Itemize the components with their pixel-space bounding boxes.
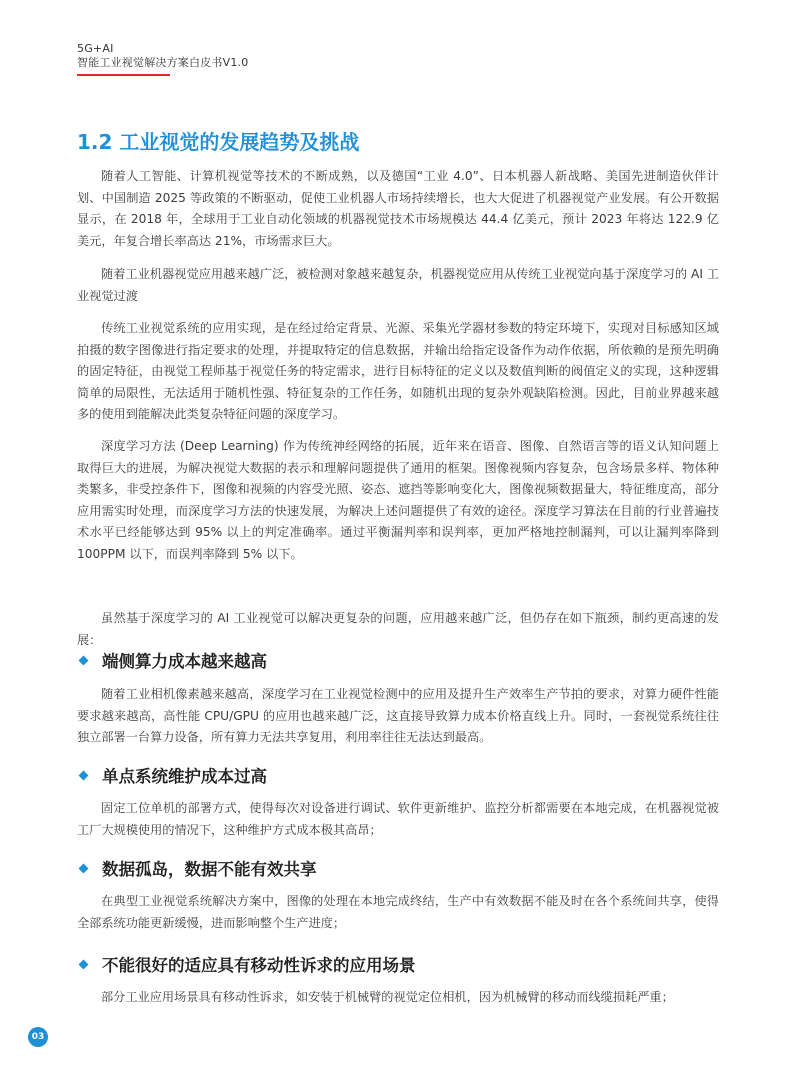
challenge-heading-text: 数据孤岛，数据不能有效共享 — [102, 860, 317, 879]
paragraph-bottlenecks-intro: 虽然基于深度学习的 AI 工业视觉可以解决更复杂的问题，应用越来越广泛，但仍存在如下瓶颈，制约更高速的发展： — [77, 611, 719, 647]
header-brand: 5G+AI — [77, 42, 114, 55]
challenge-heading-maintenance-cost — [77, 766, 267, 788]
challenge-heading-text: 单点系统维护成本过高 — [102, 767, 267, 786]
challenge-heading-text: 不能很好的适应具有移动性诉求的应用场景 — [102, 956, 416, 975]
challenge-heading-compute-cost — [77, 651, 267, 673]
section-title: 1.2 工业视觉的发展趋势及挑战 — [77, 130, 360, 154]
challenge-text-data-silo: 在典型工业视觉系统解决方案中，图像的处理在本地完成终结，生产中有效数据不能及时在各个系统间共享，使得全部系统功能更新缓慢，进而影响整个生产进度； — [77, 894, 719, 930]
challenge-heading-data-silo — [77, 859, 317, 881]
challenge-heading-text: 端侧算力成本越来越高 — [102, 652, 267, 671]
paragraph-deep-learning: 深度学习方法 (Deep Learning) 作为传统神经网络的拓展，近年来在语音、图像、自然语言等的语义认知问题上取得巨大的进展，为解决视觉大数据的表示和理解问题提供了通用的框架。图像视频内容复杂，包含场景多样、物体种类繁多，非受控条件下，图像和视频的内容受光照、姿态、遮挡等影响变化大，图像视频数据量大，特征维度高，部分应用需实时处理，而深度学习方法的快速发展，为解决上述问题提供了有效的途径。深度学习算法在目前的行业普遍技术水平已经能够达到 95% 以上的判定准确率。通过平衡漏判率和误判率，更加严格地控制漏判，可以让漏判率降到 100PPM 以下，而误判率降到 5% 以下。 — [77, 439, 719, 561]
diamond-bullet-icon — [79, 771, 89, 781]
challenge-text-compute-cost: 随着工业相机像素越来越高，深度学习在工业视觉检测中的应用及提升生产效率生产节拍的要求，对算力硬件性能要求越来越高，高性能 CPU/GPU 的应用也越来越广泛，这直接导致算力成本价格直线上升。同时，一套视觉系统往往独立部署一台算力设备，所有算力无法共享复用，利用率往往无法达到最高。 — [77, 687, 719, 745]
page-number-badge: 03 — [28, 1027, 48, 1047]
paragraph-traditional-vision: 传统工业视觉系统的应用实现，是在经过给定背景、光源、采集光学器材参数的特定环境下，实现对目标感知区域拍摄的数字图像进行指定要求的处理，并提取特定的信息数据，并输出给指定设备作为动作依据，所依赖的是预先明确的固定特征，由视觉工程师基于视觉任务的特定需求，进行目标特征的定义以及数值判断的阀值定义的实现，这种逻辑简单的局限性，无法适用于随机性强、特征复杂的工作任务，如随机出现的复杂外观缺陷检测。因此，目前业界越来越多的使用到能解决此类复杂特征问题的深度学习。 — [77, 321, 719, 422]
header-red-rule — [77, 74, 170, 76]
challenge-text-maintenance-cost: 固定工位单机的部署方式，使得每次对设备进行调试、软件更新维护、监控分析都需要在本地完成，在机器视觉被工厂大规模使用的情况下，这种维护方式成本极其高昂； — [77, 801, 719, 837]
challenge-heading-mobility — [77, 955, 416, 977]
challenge-text-mobility: 部分工业应用场景具有移动性诉求，如安装于机械臂的视觉定位相机，因为机械臂的移动而线缆损耗严重； — [101, 990, 674, 1004]
paragraph-market-growth: 随着人工智能、计算机视觉等技术的不断成熟，以及德国“工业 4.0”、日本机器人新战略、美国先进制造伙伴计划、中国制造 2025 等政策的不断驱动，促使工业机器人市场持续增长，也大大促进了机器视觉产业发展。有公开数据显示，在 2018 年，全球用于工业自动化领域的机器视觉技术市场规模达 44.4 亿美元，预计 2023 年将达 122.9 亿美元，年复合增长率高达 21%，市场需求巨大。 — [77, 169, 719, 248]
diamond-bullet-icon — [79, 960, 89, 970]
page-header — [77, 42, 248, 70]
diamond-bullet-icon — [79, 864, 89, 874]
header-document-title: 智能工业视觉解决方案白皮书V1.0 — [77, 56, 249, 69]
paragraph-ai-transition: 随着工业机器视觉应用越来越广泛，被检测对象越来越复杂，机器视觉应用从传统工业视觉向基于深度学习的 AI 工业视觉过渡 — [77, 267, 719, 303]
diamond-bullet-icon — [79, 656, 89, 666]
